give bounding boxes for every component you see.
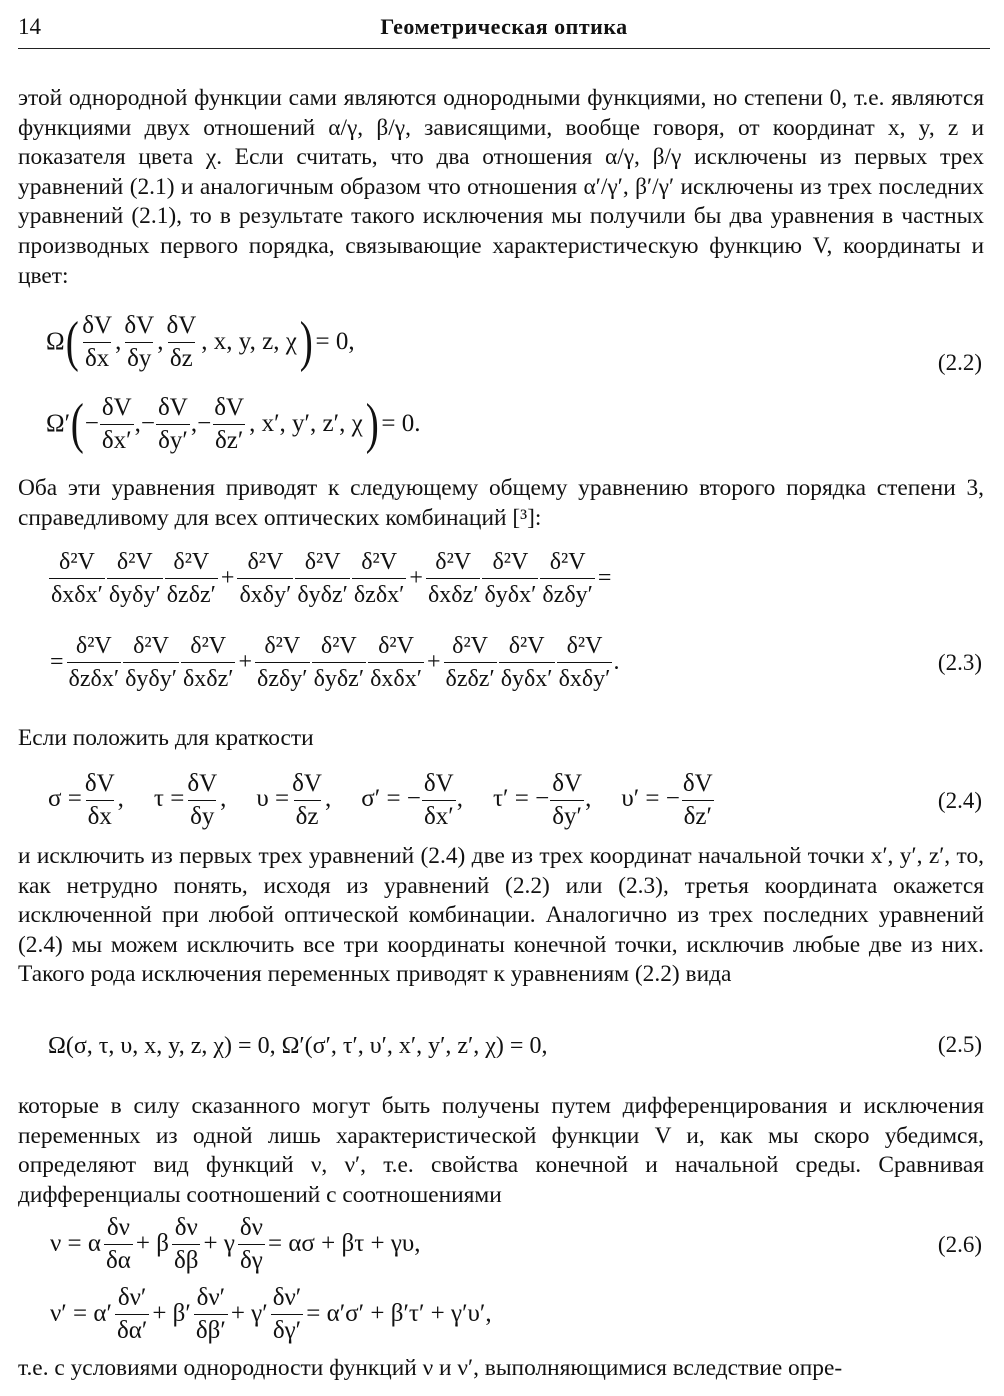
equation-number-2-6: (2.6) [937,1232,982,1257]
right-paren: ) [299,311,313,373]
fraction: $\frac{\text{δ²V}}{\text{δxδz′}}$ [182,632,234,692]
fraction: $\frac{\delta\nu}{\delta\alpha}$ [106,1213,131,1274]
fraction: $\frac{\delta\nu'}{\delta\gamma'}$ [272,1283,302,1344]
fraction: $\frac{\text{δ²V}}{\text{δyδx′}}$ [484,548,537,608]
omega-prime-symbol: Ω′ [46,410,71,437]
arguments: , x′, y′, z′, χ [249,410,363,437]
fraction: $\frac{\delta\nu}{\delta\gamma}$ [239,1213,263,1274]
equation-2-4: σ = $\frac{\delta V}{\delta x}$ , τ = $\frac{\delta V}{\delta y}$ , υ = $\frac{\delta V}{\delta z}$ , σ′ = − $\frac{\delta V}{\delta x'}$ , τ′ = − $\frac{\delta V}{\delta y'}$ , υ′ = − $\frac{\delta V}{\delta z'}$ [48,769,713,830]
equation-rhs: = 0. [381,410,421,437]
fraction: $\frac{\text{δ²V}}{\text{δzδz′}}$ [445,632,495,692]
fraction: $\frac{\delta V}{\delta x}$ [82,311,113,372]
fraction: $\frac{\text{δ²V}}{\text{δxδy′}}$ [558,632,611,692]
fraction: $\frac{\delta V}{\delta z'}$ [214,393,245,454]
fraction: $\frac{\text{δ²V}}{\text{δyδy′}}$ [125,632,177,692]
equation-2-2-line-2: Ω′ ( − $\frac{\delta V}{\delta x'}$ ,− $\frac{\delta V}{\delta y'}$ ,− $\frac{\delta V}{\delta z'}$ , x′, y′, z′, χ ) = 0. [46,393,421,455]
fraction: $\frac{\delta\nu'}{\delta\alpha'}$ [116,1283,148,1344]
fraction: $\frac{\text{δ²V}}{\text{δyδz′}}$ [313,632,365,692]
paragraph-1: этой однородной функции сами являются однородными функциями, но степени 0, т.е. являются функциями двух отношений α/γ, β/γ, зависящими, вообще говоря, от координат x, y, z и показателя цвета χ. Если считать, что два отношения α/γ, β/γ исключены из первых трех уравнений (2.1) и аналогичным образом что отношения α′/γ′, β′/γ′ исключены из трех последних уравнений (2.1), то в результате такого исключения мы получили бы два уравнения в частных производных первого порядка, связывающие характеристическую функцию V, координаты и цвет: [18,85,984,289]
fraction: $\frac{\delta V}{\delta x'}$ [423,769,454,830]
fraction: $\frac{\text{δ²V}}{\text{δzδx′}}$ [353,548,405,608]
equation-2-6-line-2: ν′ = α′ $\frac{\delta\nu'}{\delta\alpha'}$ + β′ $\frac{\delta\nu'}{\delta\beta'}$ + γ′ $\frac{\delta\nu'}{\delta\gamma'}$ = α′σ′ + β′τ′ + γ′υ′, [50,1283,492,1344]
fraction: $\frac{\delta V}{\delta y}$ [124,311,155,372]
paragraph-6: т.е. с условиями однородности функций ν и ν′, выполняющимися вследствие опре- [18,1355,843,1381]
page-number: 14 [18,14,41,39]
fraction: $\frac{\text{δ²V}}{\text{δxδy′}}$ [239,548,292,608]
paragraph-4: и исключить из первых трех уравнений (2.4) две из трех координат начальной точки x′, y′, z′, то, как нетрудно понять, исходя из уравнений (2.2) или (2.3), третья координата окажется исключенной при любой оптической комбинации. Аналогично из трех последних уравнений (2.4) мы можем исключить все три координаты конечной точки, исключив любые две из них. Такого рода исключения переменных приводят к уравнениям (2.2) вида [18,843,984,988]
fraction: $\frac{\text{δ²V}}{\text{δzδy′}}$ [542,548,593,608]
left-paren: ( [65,311,79,373]
equation-2-3-line-1: $\frac{\text{δ²V}}{\text{δxδx′}}$ $\frac{\text{δ²V}}{\text{δyδy′}}$ $\frac{\text{δ²V}}{\text{δzδz′}}$ + $\frac{\text{δ²V}}{\text{δxδy′}}$ $\frac{\text{δ²V}}{\text{δyδz′}}$ $\frac{\text{δ²V}}{\text{δzδx′}}$ + $\frac{\text{δ²V}}{\text{δxδz′}}$ $\frac{\text{δ²V}}{\text{δyδx′}}$ $\frac{\text{δ²V}}{\text{δzδy′}}$ = [51,548,612,608]
fraction: $\frac{\text{δ²V}}{\text{δyδz′}}$ [297,548,348,608]
fraction: $\frac{\text{δ²V}}{\text{δyδy′}}$ [108,548,161,608]
fraction: $\frac{\delta V}{\delta z'}$ [682,769,713,830]
fraction: $\frac{\delta V}{\delta x'}$ [101,393,132,454]
right-paren: ) [365,393,379,455]
fraction: $\frac{\text{δ²V}}{\text{δyδx′}}$ [500,632,553,692]
running-header [18,12,990,49]
equation-number-2-5: (2.5) [937,1032,982,1057]
fraction: $\frac{\delta V}{\delta y}$ [187,769,218,830]
paragraph-2: Оба эти уравнения приводят к следующему общему уравнению второго порядка степени 3, справедливому для всех оптических комбинаций [³]: [18,475,984,531]
equation-number-2-2: (2.2) [937,350,982,375]
fraction: $\frac{\delta V}{\delta x}$ [84,769,115,830]
fraction: $\frac{\text{δ²V}}{\text{δzδy′}}$ [257,632,308,692]
paragraph-5: которые в силу сказанного могут быть получены путем дифференцирования и исключения переменных из одной лишь характеристической функции V и, как мы скоро убедимся, определяют вид функций ν, ν′, т.е. свойства конечной и начальной среды. Сравнивая дифференциалы соотношений с соотношениями [18,1093,984,1208]
fraction: $\frac{\delta V}{\delta y'}$ [158,393,188,454]
paragraph-3: Если положить для краткости [18,725,314,751]
equation-2-5: Ω(σ, τ, υ, x, y, z, χ) = 0, Ω′(σ′, τ′, υ′, x′, y′, z′, χ) = 0, [48,1032,548,1059]
left-paren: ( [70,393,84,455]
fraction: $\frac{\delta\nu'}{\delta\beta'}$ [195,1283,226,1344]
equation-2-3-line-2: = $\frac{\text{δ²V}}{\text{δzδx′}}$ $\frac{\text{δ²V}}{\text{δyδy′}}$ $\frac{\text{δ²V}}{\text{δxδz′}}$ + $\frac{\text{δ²V}}{\text{δzδy′}}$ $\frac{\text{δ²V}}{\text{δyδz′}}$ $\frac{\text{δ²V}}{\text{δxδx′}}$ + $\frac{\text{δ²V}}{\text{δzδz′}}$ $\frac{\text{δ²V}}{\text{δyδx′}}$ $\frac{\text{δ²V}}{\text{δxδy′}}$ . [50,632,620,692]
fraction: $\frac{\text{δ²V}}{\text{δzδz′}}$ [166,548,216,608]
omega-symbol: Ω [46,328,65,355]
equation-2-2-line-1: Ω ( $\frac{\delta V}{\delta x}$ , $\frac{\delta V}{\delta y}$ , $\frac{\delta V}{\delta z}$ , x, y, z, χ ) = 0, [46,311,355,373]
fraction: $\frac{\delta\nu}{\delta\beta}$ [173,1213,199,1274]
fraction: $\frac{\text{δ²V}}{\text{δxδz′}}$ [427,548,479,608]
equation-number-2-3: (2.3) [937,650,982,675]
fraction: $\frac{\text{δ²V}}{\text{δxδx′}}$ [51,548,103,608]
arguments: , x, y, z, χ [201,328,297,355]
fraction: $\frac{\delta V}{\delta y'}$ [552,769,583,830]
fraction: $\frac{\text{δ²V}}{\text{δzδx′}}$ [68,632,120,692]
equation-2-6-line-1: ν = α $\frac{\delta\nu}{\delta\alpha}$ + β $\frac{\delta\nu}{\delta\beta}$ + γ $\frac{\delta\nu}{\delta\gamma}$ = ασ + βτ + γυ, [50,1213,421,1274]
equation-number-2-4: (2.4) [937,788,982,813]
equation-rhs: = 0, [315,328,355,355]
running-title: Геометрическая оптика [380,14,628,39]
fraction: $\frac{\delta V}{\delta z}$ [292,769,322,830]
fraction: $\frac{\delta V}{\delta z}$ [166,311,197,372]
fraction: $\frac{\text{δ²V}}{\text{δxδx′}}$ [370,632,422,692]
